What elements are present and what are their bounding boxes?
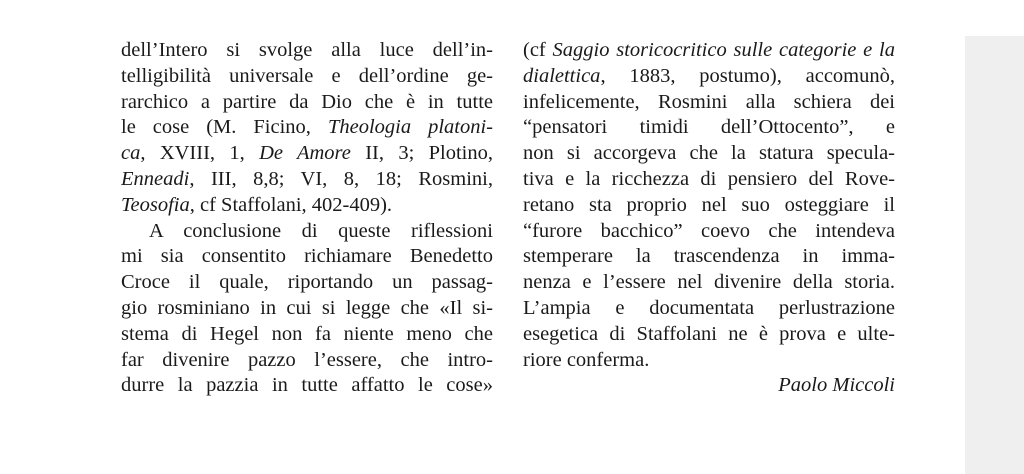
text-line — [121, 193, 493, 219]
text-segment: retano sta proprio nel suo osteggiare il — [523, 193, 895, 216]
text-segment: le cose (M. Ficino, — [121, 116, 328, 139]
text-segment: (cf — [523, 39, 553, 61]
text-segment: A conclusione di queste riflessioni — [149, 219, 493, 242]
text-segment: stema di Hegel non fa niente meno che — [121, 322, 493, 345]
text-segment: Croce il quale, riportando un passag- — [121, 271, 493, 294]
text-line — [523, 322, 895, 348]
text-line — [523, 244, 895, 270]
text-segment: telligibilità universale e dell’ordine ge- — [121, 64, 493, 87]
text-segment: Saggio storicocritico sulle categorie e la — [552, 39, 895, 61]
text-segment: , XVIII, 1, — [140, 142, 260, 165]
text-segment: , III, 8,8; VI, 8, 18; Rosmini, — [189, 167, 493, 190]
text-segment: “furore bacchico” coevo che intendeva — [523, 219, 895, 242]
text-line — [523, 296, 895, 322]
text-segment: infelicemente, Rosmini alla schiera dei — [523, 90, 895, 113]
text-line — [121, 296, 493, 322]
text-line — [523, 90, 895, 116]
text-segment: “pensatori timidi dell’Ottocento”, e — [523, 116, 895, 139]
text-line — [121, 373, 493, 399]
text-segment: , 1883, postumo), accomunò, — [600, 64, 895, 87]
text-segment: gio rosminiano in cui si legge che «Il si- — [121, 296, 493, 319]
text-line — [523, 219, 895, 245]
text-line — [121, 115, 493, 141]
text-segment: riore conferma. — [523, 348, 650, 371]
text-line — [121, 38, 493, 64]
text-segment: stemperare la trascendenza in imma- — [523, 245, 895, 268]
text-line — [121, 244, 493, 270]
text-line — [121, 141, 493, 167]
text-segment: Teosofia — [121, 193, 190, 216]
text-segment: II, 3; Plotino, — [350, 142, 493, 165]
text-segment: Theologia platoni- — [327, 116, 493, 139]
text-segment: L’ampia e documentata perlustrazione — [523, 296, 895, 319]
text-segment: dialettica — [523, 64, 601, 87]
text-line — [121, 348, 493, 374]
text-line — [121, 270, 493, 296]
text-line — [121, 90, 493, 116]
text-segment: tiva e la ricchezza di pensiero del Rove- — [523, 167, 895, 190]
text-segment: far divenire pazzo l’essere, che intro- — [121, 348, 493, 371]
text-line — [121, 219, 493, 245]
text-segment: nenza e l’essere nel divenire della storia. — [523, 271, 895, 294]
text-segment: non si accorgeva che la statura specula- — [523, 142, 895, 165]
text-segment: ca — [121, 142, 141, 165]
text-segment: esegetica di Staffolani ne è prova e ulte- — [523, 322, 895, 345]
text-line — [523, 167, 895, 193]
text-line — [523, 115, 895, 141]
text-line — [523, 348, 895, 374]
page-margin-strip — [965, 36, 1024, 474]
text-line — [523, 64, 895, 90]
text-line — [121, 167, 493, 193]
text-segment: rarchico a partire da Dio che è in tutte — [121, 90, 493, 113]
text-line — [121, 322, 493, 348]
text-segment: durre la pazzia in tutte affatto le cose» — [121, 374, 493, 397]
text-line — [523, 141, 895, 167]
left-column — [121, 38, 493, 399]
text-segment: De Amore — [259, 142, 351, 165]
right-column — [523, 38, 895, 399]
text-segment: , cf Staffolani, 402-409). — [189, 193, 393, 216]
author-signature: Paolo Miccoli — [778, 374, 895, 397]
text-line — [523, 193, 895, 219]
text-segment: Enneadi — [121, 167, 190, 190]
text-line — [121, 64, 493, 90]
text-line — [523, 38, 895, 64]
text-segment: mi sia consentito richiamare Benedetto — [121, 245, 493, 268]
text-line — [523, 270, 895, 296]
text-segment: dell’Intero si svolge alla luce dell’in- — [121, 39, 493, 61]
